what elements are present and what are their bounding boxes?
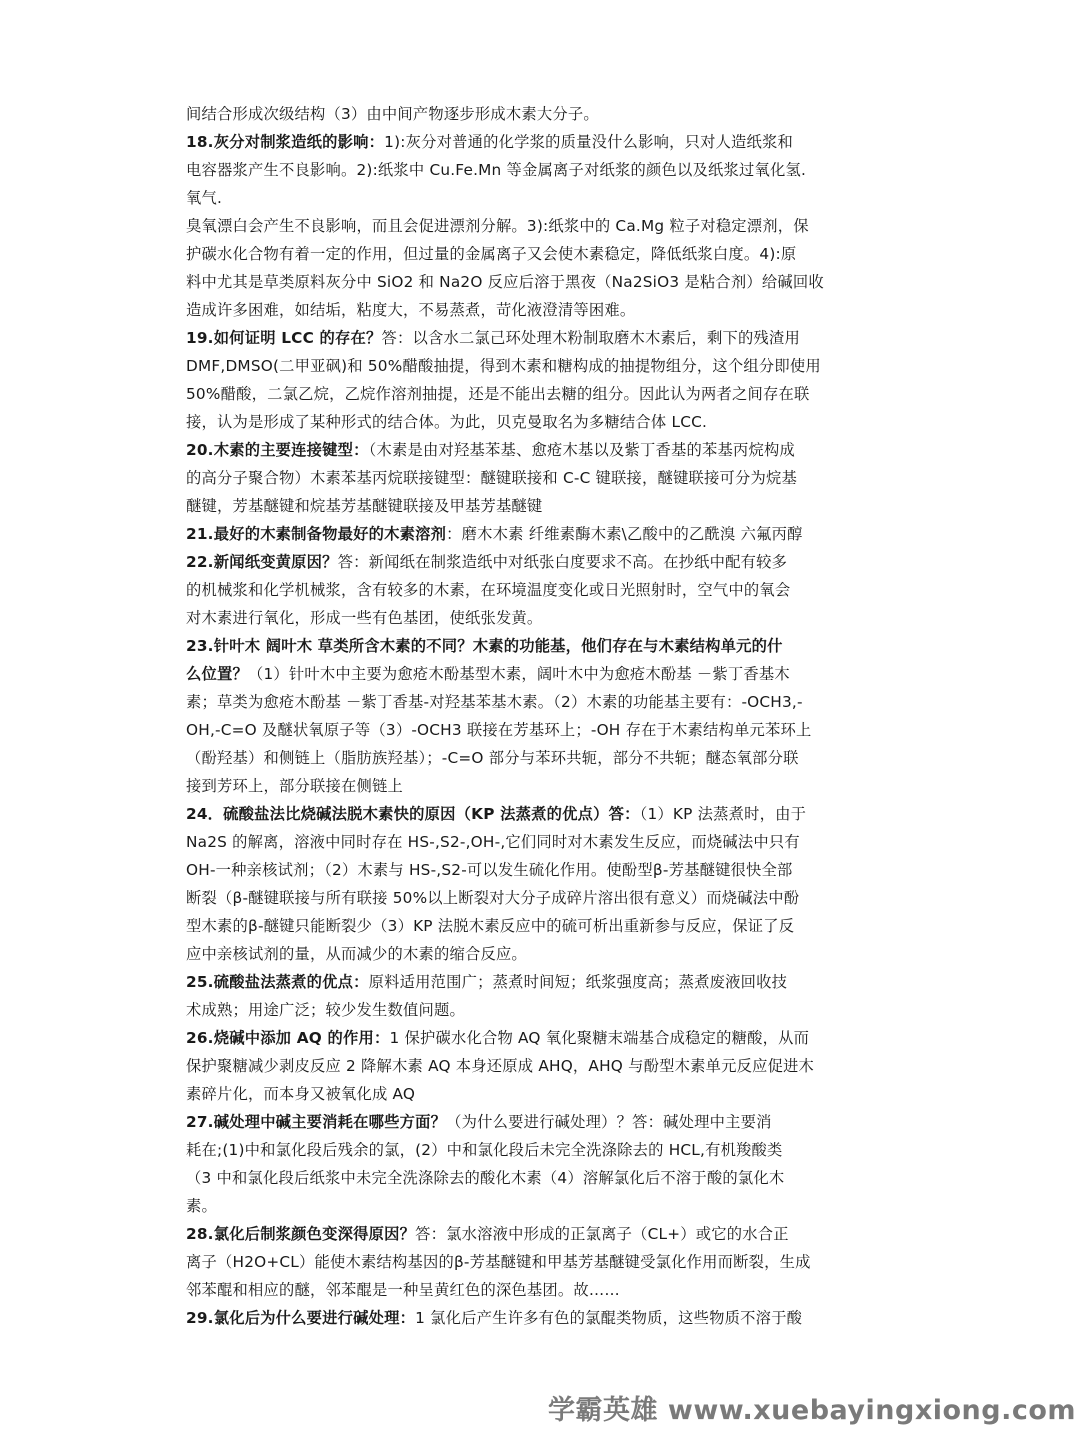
line-text: 保护聚糖减少剥皮反应 2 降解木素 AQ 本身还原成 AHQ，AHQ 与酚型木素单元反应促进木 [186, 1057, 815, 1075]
text-line [186, 1052, 908, 1080]
line-text: 答：氯水溶液中形成的正氯离子（CL+）或它的水合正 [415, 1225, 789, 1243]
line-text: OH-一种亲核试剂；（2）木素与 HS-,S2-可以发生硫化作用。使酚型β-芳基醚键很快全部 [186, 861, 793, 879]
text-line [186, 380, 908, 408]
text-line [186, 156, 908, 184]
text-line [186, 1220, 908, 1248]
line-text: 邻苯醌和相应的醚，邻苯醌是一种呈黄红色的深色基团。故…… [186, 1281, 620, 1299]
line-text: （1）针叶木中主要为愈疮木酚基型木素，阔叶木中为愈疮木酚基 －紫丁香基木 [248, 665, 790, 683]
text-line [186, 1024, 908, 1052]
line-text: 护碳水化合物有着一定的作用，但过量的金属离子又会使木素稳定，降低纸浆白度。4):原 [186, 245, 797, 263]
text-line [186, 968, 908, 996]
question-heading: 20.木素的主要连接键型： [186, 441, 369, 459]
text-line [186, 548, 908, 576]
text-line [186, 1080, 908, 1108]
line-text: 对木素进行氧化，形成一些有色基团，使纸张发黄。 [186, 609, 543, 627]
question-heading: 18.灰分对制浆造纸的影响： [186, 133, 385, 151]
text-line [186, 408, 908, 436]
line-text: 氧气. [186, 189, 223, 207]
line-text: 醚键，芳基醚键和烷基芳基醚键联接及甲基芳基醚键 [186, 497, 543, 515]
text-line [186, 1276, 908, 1304]
text-line [186, 212, 908, 240]
line-text: OH,-C=O 及醚状氧原子等（3）-OCH3 联接在芳基环上；-OH 存在于木素结构单元苯环上 [186, 721, 812, 739]
question-heading: 23.针叶木 阔叶木 草类所含木素的不同？木素的功能基，他们存在与木素结构单元的什 [186, 637, 783, 655]
document-body [186, 100, 908, 1332]
question-heading: 22.新闻纸变黄原因？ [186, 553, 338, 571]
question-heading: 25.硫酸盐法蒸煮的优点： [186, 973, 369, 991]
line-text: ：磨木木素 纤维素酶木素\乙酸中的乙酰溴 六氟丙醇 [446, 525, 803, 543]
text-line [186, 1136, 908, 1164]
text-line [186, 184, 908, 212]
text-line [186, 660, 908, 688]
text-line [186, 1192, 908, 1220]
text-line [186, 856, 908, 884]
line-text: 应中亲核试剂的量，从而减少的木素的缩合反应。 [186, 945, 527, 963]
text-line [186, 632, 908, 660]
question-heading: 27.碱处理中碱主要消耗在哪些方面？ [186, 1113, 447, 1131]
text-line [186, 352, 908, 380]
text-line [186, 100, 908, 128]
text-line [186, 716, 908, 744]
text-line [186, 464, 908, 492]
line-text: 的机械浆和化学机械浆，含有较多的木素，在环境温度变化或日光照射时，空气中的氧会 [186, 581, 791, 599]
text-line [186, 828, 908, 856]
text-line [186, 996, 908, 1024]
text-line [186, 492, 908, 520]
text-line [186, 128, 908, 156]
text-line [186, 688, 908, 716]
line-text: 50%醋酸，二氯乙烷，乙烷作溶剂抽提，还是不能出去糖的组分。因此认为两者之间存在联 [186, 385, 810, 403]
text-line [186, 576, 908, 604]
text-line [186, 268, 908, 296]
line-text: （3 中和氯化段后纸浆中未完全洗涤除去的酸化木素（4）溶解氯化后不溶于酸的氯化木 [186, 1169, 785, 1187]
question-heading: 26.烧碱中添加 AQ 的作用： [186, 1029, 390, 1047]
line-text: 素。 [186, 1197, 217, 1215]
text-line [186, 744, 908, 772]
line-text: 原料适用范围广；蒸煮时间短；纸浆强度高；蒸煮废液回收技 [368, 973, 788, 991]
line-text: 1):灰分对普通的化学浆的质量没什么影响，只对人造纸浆和 [384, 133, 794, 151]
line-text: （酚羟基）和侧链上（脂肪族羟基）；-C=O 部分与苯环共轭，部分不共轭；醚态氧部分联 [186, 749, 799, 767]
text-line [186, 324, 908, 352]
text-line [186, 884, 908, 912]
question-heading: 21.最好的木素制备物最好的木素溶剂 [186, 525, 447, 543]
line-text: 素；草类为愈疮木酚基 －紫丁香基-对羟基苯基木素。（2）木素的功能基主要有：-OCH3,- [186, 693, 803, 711]
line-text: 接到芳环上，部分联接在侧链上 [186, 777, 403, 795]
line-text: 料中尤其是草类原料灰分中 SiO2 和 Na2O 反应后溶于黑夜（Na2SiO3 是粘合剂）给碱回收 [186, 273, 824, 291]
question-heading: 19.如何证明 LCC 的存在？ [186, 329, 382, 347]
line-text: 电容器浆产生不良影响。2):纸浆中 Cu.Fe.Mn 等金属离子对纸浆的颜色以及纸浆过氧化氢. [186, 161, 807, 179]
text-line [186, 1164, 908, 1192]
line-text: 接，认为是形成了某种形式的结合体。为此，贝克曼取名为多糖结合体 LCC. [186, 413, 708, 431]
line-text: 断裂（β-醚键联接与所有联接 50%以上断裂对大分子成碎片溶出很有意义）而烧碱法中酚 [186, 889, 800, 907]
line-text: 答：新闻纸在制浆造纸中对纸张白度要求不高。在抄纸中配有较多 [337, 553, 788, 571]
question-heading: 29.氯化后为什么要进行碱处理： [186, 1309, 416, 1327]
question-heading: 24．硫酸盐法比烧碱法脱木素快的原因（KP 法蒸煮的优点）答： [186, 805, 640, 823]
text-line [186, 1304, 908, 1332]
text-line [186, 940, 908, 968]
text-line [186, 1108, 908, 1136]
line-text: DMF,DMSO(二甲亚砜)和 50%醋酸抽提，得到木素和糖构成的抽提物组分，这个组分即使用 [186, 357, 821, 375]
question-heading: 28.氯化后制浆颜色变深得原因？ [186, 1225, 416, 1243]
line-text: 术成熟；用途广泛；较少发生数值问题。 [186, 1001, 465, 1019]
site-watermark: 学霸英雄 www.xuebayingxiong.com [548, 1395, 1077, 1426]
text-line [186, 296, 908, 324]
text-line [186, 240, 908, 268]
line-text: 耗在;(1)中和氯化段后残余的氯，(2）中和氯化段后未完全洗涤除去的 HCL,有机羧酸类 [186, 1141, 783, 1159]
line-text: 臭氧漂白会产生不良影响，而且会促进漂剂分解。3):纸浆中的 Ca.Mg 粒子对稳定漂剂，保 [186, 217, 809, 235]
line-text: 答：以含水二氯己环处理木粉制取磨木木素后，剩下的残渣用 [381, 329, 800, 347]
text-line [186, 912, 908, 940]
text-line [186, 800, 908, 828]
line-text: 素碎片化，而本身又被氧化成 AQ [186, 1085, 416, 1103]
text-line [186, 604, 908, 632]
line-text: 1 保护碳水化合物 AQ 氧化聚糖末端基合成稳定的糖酸，从而 [389, 1029, 810, 1047]
text-line [186, 520, 908, 548]
line-text: 型木素的β-醚键只能断裂少（3）KP 法脱木素反应中的硫可析出重新参与反应，保证了反 [186, 917, 795, 935]
question-heading: 么位置？ [186, 665, 248, 683]
line-text: 间结合形成次级结构（3）由中间产物逐步形成木素大分子。 [186, 105, 599, 123]
line-text: Na2S 的解离，溶液中同时存在 HS-,S2-,OH-,它们同时对木素发生反应，而烧碱法中只有 [186, 833, 800, 851]
line-text: 的高分子聚合物）木素苯基丙烷联接键型：醚键联接和 C-C 键联接，醚键联接可分为烷基 [186, 469, 797, 487]
line-text: （1）KP 法蒸煮时，由于 [639, 805, 807, 823]
text-line [186, 436, 908, 464]
line-text: 1 氯化后产生许多有色的氯醌类物质，这些物质不溶于酸 [415, 1309, 803, 1327]
line-text: （为什么要进行碱处理）？答：碱处理中主要消 [446, 1113, 772, 1131]
text-line [186, 1248, 908, 1276]
line-text: 离子（H2O+CL）能使木素结构基因的β-芳基醚键和甲基芳基醚键受氯化作用而断裂，生成 [186, 1253, 811, 1271]
line-text: 造成许多困难，如结垢，粘度大，不易蒸煮，苛化液澄清等困难。 [186, 301, 636, 319]
text-line [186, 772, 908, 800]
line-text: （木素是由对羟基苯基、愈疮木基以及紫丁香基的苯基丙烷构成 [368, 441, 795, 459]
